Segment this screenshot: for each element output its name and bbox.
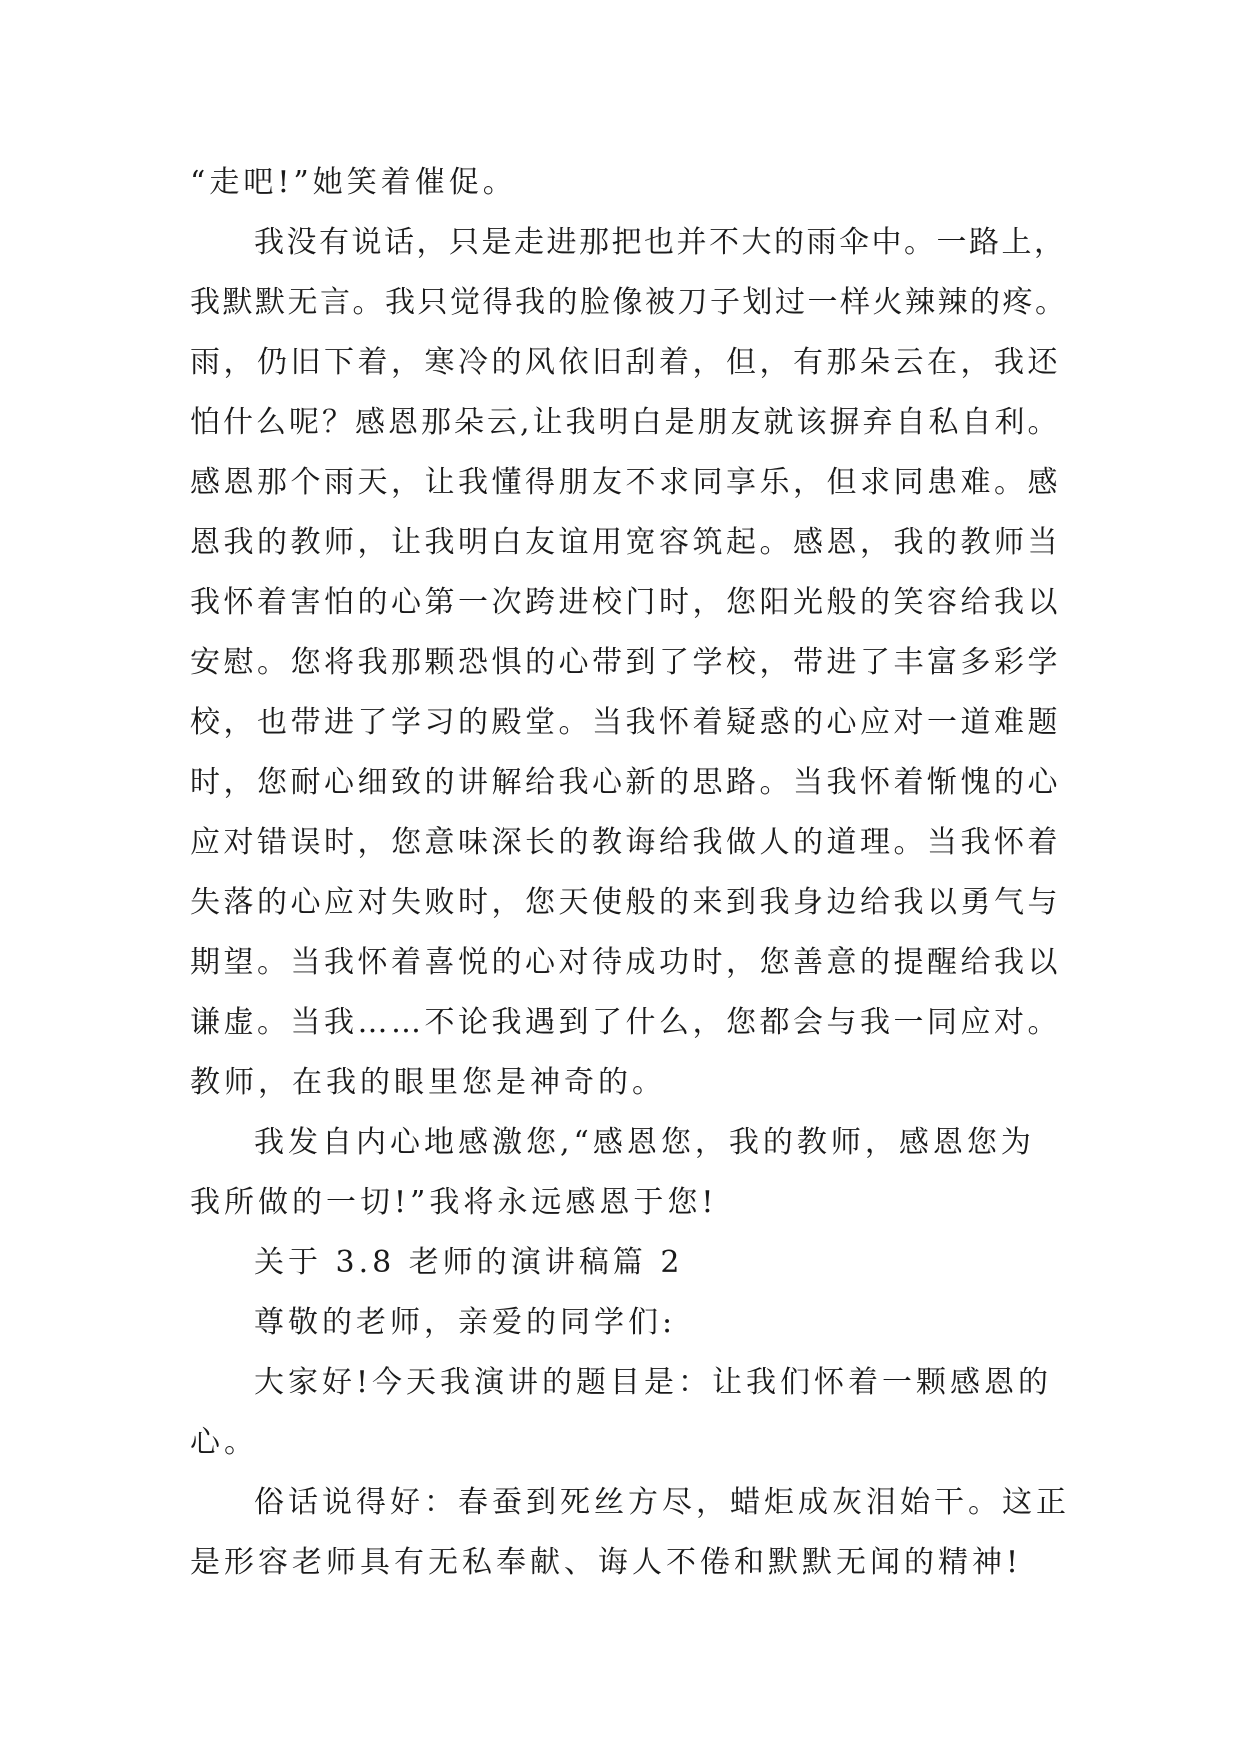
text-line: 心。 [190,1425,258,1460]
document-body [190,153,1070,1593]
section-heading: 关于 3.8 老师的演讲稿篇 2 [254,1245,684,1280]
text-line: 我发自内心地感激您,“感恩您，我的教师，感恩您为 [254,1125,1035,1160]
text-line: 安慰。您将我那颗恐惧的心带到了学校，带进了丰富多彩学 [190,645,1061,680]
text-line: 雨，仍旧下着，寒冷的风依旧刮着，但，有那朵云在，我还 [190,345,1061,380]
text-line: 大家好!今天我演讲的题目是：让我们怀着一颗感恩的 [254,1365,1053,1400]
text-line: 俗话说得好：春蚕到死丝方尽，蜡炬成灰泪始干。这正 [254,1485,1070,1520]
text-line: 期望。当我怀着喜悦的心对待成功时，您善意的提醒给我以 [190,945,1061,980]
text-line: 我没有说话，只是走进那把也并不大的雨伞中。一路上， [254,225,1067,260]
text-line: 失落的心应对失败时，您天使般的来到我身边给我以勇气与 [190,885,1061,920]
text-line: “走吧!”她笑着催促。 [190,165,517,200]
text-line: 我所做的一切!”我将永远感恩于您! [190,1185,718,1220]
text-line: 时，您耐心细致的讲解给我心新的思路。当我怀着惭愧的心 [190,765,1061,800]
text-line: 教师，在我的眼里您是神奇的。 [190,1065,666,1100]
text-line: 谦虚。当我……不论我遇到了什么，您都会与我一同应对。 [190,1005,1061,1040]
salutation: 尊敬的老师，亲爱的同学们: [254,1305,677,1340]
text-line: 是形容老师具有无私奉献、诲人不倦和默默无闻的精神! [190,1545,1023,1580]
text-line: 我默默无言。我只觉得我的脸像被刀子划过一样火辣辣的疼。 [190,285,1068,320]
text-line: 校，也带进了学习的殿堂。当我怀着疑惑的心应对一道难题 [190,705,1061,740]
text-line: 怕什么呢？感恩那朵云,让我明白是朋友就该摒弃自私自利。 [190,405,1061,440]
text-line: 感恩那个雨天，让我懂得朋友不求同享乐，但求同患难。感 [190,465,1061,500]
text-line: 应对错误时，您意味深长的教诲给我做人的道理。当我怀着 [190,825,1061,860]
text-line: 我怀着害怕的心第一次跨进校门时，您阳光般的笑容给我以 [190,585,1061,620]
text-line: 恩我的教师，让我明白友谊用宽容筑起。感恩，我的教师当 [190,525,1061,560]
